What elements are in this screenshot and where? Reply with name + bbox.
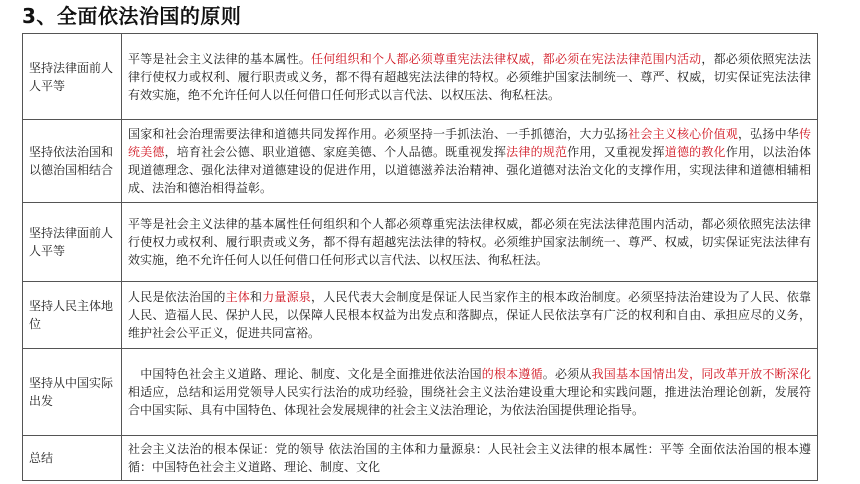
principle-content (122, 203, 818, 282)
section-heading: 3、全面依法治国的原则 (22, 4, 242, 28)
content-text: 相适应，总结和运用党领导人民实行法治的成功经验，围绕社会主义法治建设重大理论和实践问题，推进法治理论创新，发展符合中国实际、具有中国特色、体现社会发展规律的社会主义法治理论，为依法治国提供理论指导。 (128, 385, 811, 417)
content-text: 人民是依法治国的 (128, 290, 226, 304)
principle-label: 坚持依法治国和以德治国相结合 (23, 120, 122, 203)
highlighted-text: 社会主义核心价值观 (628, 127, 738, 141)
table-row (23, 203, 818, 282)
content-text: 中国特色社会主义道路、理论、制度、文化是全面推进依法治国 (140, 367, 482, 381)
highlighted-text: 我国基本国情出发，同改革开放不断深化 (591, 367, 811, 381)
principle-content (122, 349, 818, 436)
principle-label: 坚持人民主体地位 (23, 282, 122, 349)
principle-label: 坚持从中国实际出发 (23, 349, 122, 436)
highlighted-text: 道德的教化 (664, 145, 726, 159)
content-text: ，都必须依照宪法法律行使权力或权利、履行职责或义务，都不得有超越宪法法律的特权。必须维护国家法制统一、尊严、权威，切实保证宪法法律有效实施，绝不允许任何人以任何借口任何形式以言代法、以权压法、徇私枉法。 (128, 51, 811, 102)
content-text: 国家和社会治理需要法律和道德共同发挥作用。必须坚持一手抓法治、一手抓德治，大力弘扬 (128, 127, 629, 141)
principle-content (122, 34, 818, 120)
highlighted-text: 法律的规范 (506, 145, 568, 159)
content-text: 作用，又重视发挥 (567, 145, 665, 159)
principles-table (22, 33, 818, 481)
content-text: 和 (250, 290, 263, 304)
summary-label: 总结 (23, 436, 122, 481)
table-row (23, 349, 818, 436)
principle-label: 坚持法律面前人人平等 (23, 203, 122, 282)
highlighted-text: 力量源泉 (262, 290, 311, 304)
content-text: 社会主义法治的根本保证：党的领导 依法治国的主体和力量源泉：人民社会主义法律的根本属性：平等 全面依法治国的根本遵循：中国特色社会主义道路、理论、制度、文化 (128, 442, 811, 474)
summary-content (122, 436, 818, 481)
content-text: ，培育社会公德、职业道德、家庭美德、个人品德。既重视发挥 (164, 145, 507, 159)
table-row (23, 436, 818, 481)
content-text: 。必须从 (542, 367, 592, 381)
table-row (23, 120, 818, 203)
highlighted-text: 传统美德 (128, 127, 811, 159)
highlighted-text: 的根本遵循 (481, 367, 543, 381)
highlighted-text: 主体 (225, 290, 250, 304)
highlighted-text: 任何组织和个人都必须尊重宪法法律权威，都必须在宪法法律范围内活动 (311, 51, 702, 66)
principle-label: 坚持法律面前人人平等 (23, 34, 122, 120)
content-text: ，弘扬中华 (737, 127, 799, 141)
content-text: 平等是社会主义法律的基本属性任何组织和个人都必须尊重宪法法律权威，都必须在宪法法律范围内活动，都必须依照宪法法律行使权力或权利、履行职责或义务，都不得有超越宪法法律的特权。必须维护国家法制统一、尊严、权威，切实保证宪法法律有效实施，绝不允许任何人以任何借口任何形式以言代法、以权压法、徇私枉法。 (128, 217, 811, 267)
table-row (23, 282, 818, 349)
table-row (23, 34, 818, 120)
principle-content (122, 120, 818, 203)
principle-content (122, 282, 818, 349)
content-text: ，人民代表大会制度是保证人民当家作主的根本政治制度。必须坚持法治建设为了人民、依靠人民、造福人民、保护人民，以保障人民根本权益为出发点和落脚点，保证人民依法享有广泛的权利和自由、承担应尽的义务，维护社会公平正义，促进共同富裕。 (128, 290, 811, 340)
content-text: 平等是社会主义法律的基本属性。 (128, 51, 311, 66)
content-text: 作用，以法治体现道德理念、强化法律对道德建设的促进作用，以道德滋养法治精神、强化道德对法治文化的支撑作用，实现法律和道德相辅相成、法治和德治相得益彰。 (128, 145, 811, 195)
